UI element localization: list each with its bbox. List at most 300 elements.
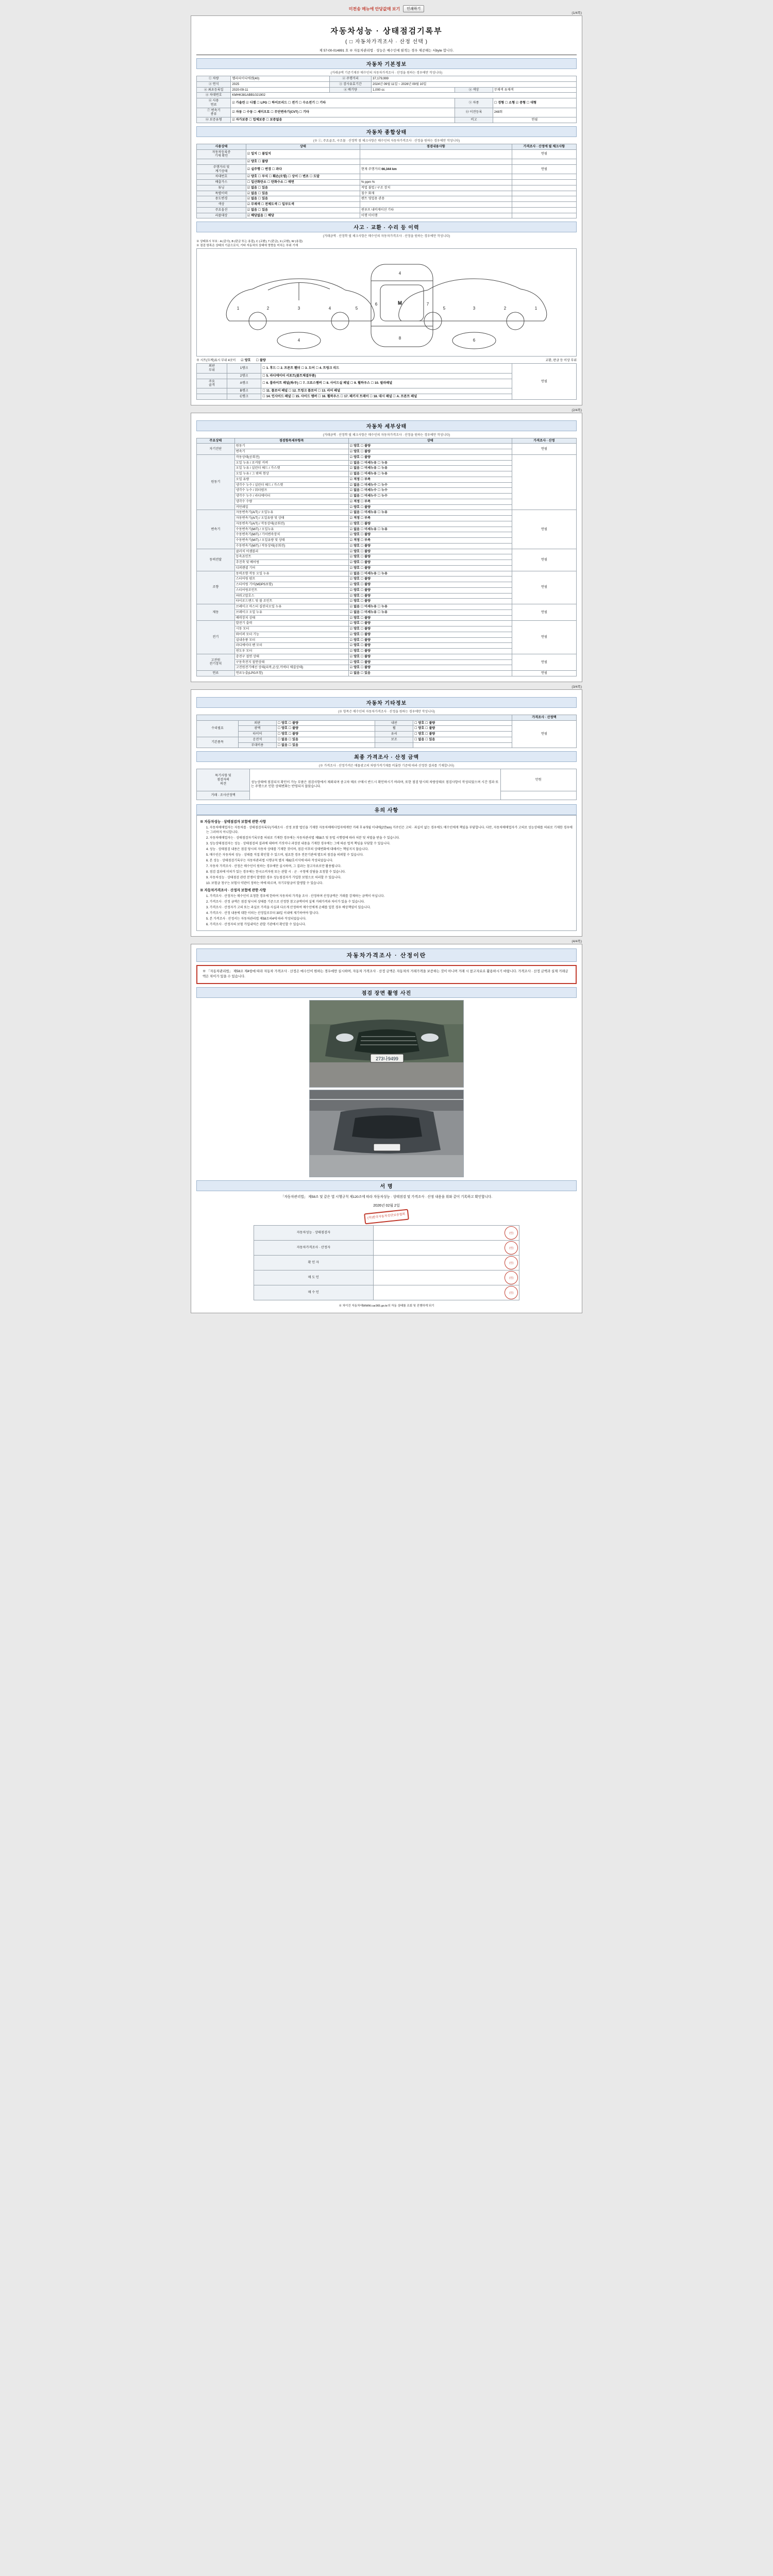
svg-text:273나9499: 273나9499 <box>376 1056 398 1061</box>
detail-6-5-opt-1[interactable]: ☐ 불량 <box>360 649 371 653</box>
frame-4-item-2[interactable]: ☐ 16. 휠하우스 <box>318 394 340 398</box>
detail-state-4-1 <box>348 577 512 582</box>
detail-5-1-opt-0[interactable]: ☑ 없음 <box>349 610 360 614</box>
price-body-text: 성능상태에 점검되지 확인이 가능 부품은 점검사항에서 제외되며 중고차 매로 구매시 반드시 확인하시기 바라며, 또한 점검 당시의 차량상태로 점검사항이 작성되었으며 시간 경과 또는 주행으로 인한 상태변화는 반영되지 않았습니다. <box>250 769 500 800</box>
detail-item-1-7: 냉각수 누수 / 라디에이터 <box>234 494 348 499</box>
detail-item-1-4: 오일 유량 <box>234 477 348 482</box>
detail-6-4-opt-0[interactable]: ☑ 양호 <box>349 643 360 648</box>
detail-1-0-opt-0[interactable]: ☑ 양호 <box>349 455 360 459</box>
detail-state-4-3 <box>348 587 512 593</box>
overall-2-opt-2[interactable]: ☐ 과다 <box>272 167 282 171</box>
frame-1-item-0[interactable]: ☐ 5. 라디에이터 서포트(볼트체결부품) <box>262 374 316 378</box>
overall-9-opt-0[interactable]: ☑ 없음 <box>247 208 258 212</box>
detail-7-2-opt-0[interactable]: ☑ 양호 <box>349 666 360 670</box>
warranty-option-0[interactable]: ☑ 자가보증 <box>232 118 248 122</box>
detail-4-3-opt-1[interactable]: ☐ 불량 <box>360 588 371 592</box>
overall-0-opt-0[interactable]: ☑ 일치 <box>247 152 258 156</box>
overall-3-opt-2[interactable]: ☐ 훼손(오염) <box>268 175 288 179</box>
detail-5-2-opt-1[interactable]: ☐ 불량 <box>360 616 371 620</box>
list-item: 7. 자동차 가격조사 · 산정은 매수인이 원하는 경우에만 실시하며, 그 결과는 참고자료로만 활용됩니다. <box>206 865 342 869</box>
table-row <box>197 207 577 213</box>
detail-5-0-opt-2[interactable]: ☐ 누유 <box>377 605 388 608</box>
overall-3-opt-0[interactable]: ☑ 양호 <box>247 175 258 179</box>
table-row <box>197 98 577 108</box>
frame-2-item-0[interactable]: ☐ 6. 톱라이트 패널(좌/우) <box>262 381 298 385</box>
detail-4-1-opt-0[interactable]: ☑ 양호 <box>349 577 360 581</box>
detail-5-1-opt-1[interactable]: ☐ 미세누유 <box>360 610 377 614</box>
detail-6-5-opt-0[interactable]: ☑ 양호 <box>349 649 360 653</box>
etc-2-a-1[interactable]: ☐ 불량 <box>288 732 298 736</box>
detail-1-3-opt-1[interactable]: ☐ 미세누유 <box>360 472 377 476</box>
detail-6-2-opt-0[interactable]: ☑ 양호 <box>349 632 360 636</box>
page-4 <box>191 940 582 1313</box>
section-detail: 자동차 세부상태 <box>196 420 577 431</box>
value-mission <box>231 108 455 117</box>
detail-7-2-opt-1[interactable]: ☐ 불량 <box>360 666 371 670</box>
etc-0-b-1[interactable]: ☐ 불량 <box>425 721 435 725</box>
overall-1-opt-0[interactable]: ☑ 양호 <box>247 160 258 163</box>
overall-2-opt-1[interactable]: ☐ 변경 <box>261 167 271 171</box>
detail-0-0-opt-1[interactable]: ☐ 불량 <box>360 444 371 448</box>
etc-item-4: 부대비용 <box>239 742 277 748</box>
detail-item-4-2: 스티어링 기어(MDPS포함) <box>234 582 348 588</box>
overall-row-state-9 <box>246 207 360 213</box>
overall-2-opt-0[interactable]: ☑ 실주행 <box>247 167 261 171</box>
overall-row-detail-10: 이행 미이행 <box>360 213 512 218</box>
overall-5-opt-1[interactable]: ☐ 있음 <box>258 185 268 190</box>
detail-7-0-opt-1[interactable]: ☐ 불량 <box>360 654 371 658</box>
overall-8-opt-2[interactable]: ☐ 일부도색 <box>278 202 294 206</box>
detail-6-0-opt-0[interactable]: ☑ 양호 <box>349 621 360 625</box>
etc-opts2-3 <box>413 737 512 742</box>
detail-6-4-opt-1[interactable]: ☐ 불량 <box>360 643 371 648</box>
etc-opts2-0 <box>413 720 512 726</box>
detail-note-1 <box>512 454 576 510</box>
table-row <box>197 654 577 659</box>
etc-item-3: 운전석 <box>239 737 277 742</box>
overall-7-opt-1[interactable]: ☐ 있음 <box>258 197 268 201</box>
detail-0-0-opt-0[interactable]: ☑ 양호 <box>349 444 360 448</box>
detail-1-1-opt-0[interactable]: ☑ 없음 <box>349 461 360 465</box>
label-car: ① 차량 <box>197 76 231 82</box>
section-overall-note: (※ ①, 주요골조, 구조물 · 산정학 점 체크사항은 매수인의 자동차가격조사 · 산정을 원하는 경우에만 작성니다) <box>313 139 460 143</box>
detail-4-2-opt-1[interactable]: ☐ 불량 <box>360 583 371 586</box>
color-option-0[interactable]: 무채색 <box>494 88 503 92</box>
frame-2-item-3[interactable]: ☐ 9. 휠하우스 <box>350 381 370 385</box>
detail-2-3-opt-0[interactable]: ☑ 없음 <box>349 527 360 531</box>
detail-2-6-opt-1[interactable]: ☐ 불량 <box>360 544 371 548</box>
detail-0-1-opt-1[interactable]: ☐ 불량 <box>360 450 371 453</box>
etc-1-b-1[interactable]: ☐ 불량 <box>425 726 435 731</box>
overall-table <box>196 144 577 219</box>
detail-4-0-opt-0[interactable]: ☑ 없음 <box>349 571 360 575</box>
overall-7-opt-0[interactable]: ☑ 없음 <box>247 197 258 201</box>
overall-10-opt-0[interactable]: ☑ 해당없음 <box>247 213 263 217</box>
detail-1-8-opt-0[interactable]: ☑ 적정 <box>349 499 360 503</box>
frame-cat-3 <box>197 388 227 394</box>
color-option-1[interactable]: 유채색 <box>504 88 514 92</box>
table-row <box>197 454 577 460</box>
detail-2-3-opt-1[interactable]: ☐ 미세누유 <box>360 527 377 531</box>
detail-2-0-opt-1[interactable]: ☐ 미세누유 <box>360 511 377 515</box>
detail-4-4-opt-0[interactable]: ☑ 양호 <box>349 594 360 598</box>
etc-2-b-0[interactable]: ☐ 양호 <box>414 732 425 736</box>
overall-4-opt-0[interactable]: ☐ 일산화탄소 <box>247 180 266 184</box>
detail-3-2-opt-1[interactable]: ☐ 불량 <box>360 561 371 564</box>
overall-3-opt-3[interactable]: ☐ 상이 <box>288 175 298 179</box>
detail-3-3-opt-0[interactable]: ☑ 양호 <box>349 566 360 570</box>
etc-3-b-1[interactable]: ☐ 있음 <box>425 737 435 741</box>
overall-4-opt-1[interactable]: ☐ 탄화수소 <box>267 180 283 184</box>
frame-4-item-5[interactable]: ☐ A. 프론트 패널 <box>393 394 417 398</box>
frame-0-item-3[interactable]: ☐ 4. 트렁크 리드 <box>315 366 340 370</box>
value-fuel <box>231 98 455 108</box>
price-table <box>196 769 577 800</box>
detail-1-2-opt-2[interactable]: ☐ 누유 <box>377 466 388 470</box>
detail-3-0-opt-0[interactable]: ☑ 양호 <box>349 549 360 553</box>
list-item: 9. 자동차성능 · 상태점검 관련 분쟁이 발생한 경우 성능점검자가 가입한 보험으로 처리할 수 있습니다. <box>206 876 342 880</box>
detail-7-1-opt-0[interactable]: ☑ 양호 <box>349 660 360 664</box>
frame-3-item-2[interactable]: ☐ 13. 리어 패널 <box>317 389 341 393</box>
section-accident-note: (거래금액 · 산정학 필 체크사항은 매수인의 자동차가격조사 · 산정을 원하는 경우에만 작성니다) <box>323 235 450 239</box>
detail-state-1-8 <box>348 499 512 504</box>
list-item: 6. 본 성능 · 상태점검기록부는 자동차관리법 시행규칙 별지 제82호서식에 따라 작성되었습니다. <box>206 859 333 863</box>
svg-text:7: 7 <box>426 302 429 307</box>
etc-4-a-0[interactable]: ☐ 없음 <box>277 743 288 747</box>
detail-1-7-opt-0[interactable]: ☑ 없음 <box>349 494 360 498</box>
detail-8-0-opt-0[interactable]: ☑ 없음 <box>349 671 360 675</box>
etc-3-b-0[interactable]: ☐ 없음 <box>414 737 425 741</box>
detail-note-8: 연필 <box>512 671 576 676</box>
detail-6-0-opt-1[interactable]: ☐ 불량 <box>360 621 371 625</box>
overall-6-opt-1[interactable]: ☐ 있음 <box>258 191 268 195</box>
detail-state-3-2 <box>348 560 512 566</box>
frame-3-item-0[interactable]: ☐ 11. 플로어 패널 <box>262 389 288 393</box>
car-diagram <box>196 248 577 357</box>
etc-4-a-1[interactable]: ☐ 있음 <box>288 743 298 747</box>
detail-item-6-5: 윈도우 모터 <box>234 649 348 654</box>
frame-0-item-1[interactable]: ☐ 2. 프론트 휀더 <box>277 366 300 370</box>
overall-8-opt-0[interactable]: ☑ 무채색 <box>247 202 261 206</box>
overall-0-opt-1[interactable]: ☐ 불일치 <box>258 152 271 156</box>
overall-row-name-10: 리콜대상 <box>197 213 246 218</box>
detail-item-6-4: 라디에이터 팬 모터 <box>234 643 348 649</box>
overall-row-note-1 <box>512 159 576 165</box>
detail-4-2-opt-0[interactable]: ☑ 양호 <box>349 583 360 586</box>
detail-2-5-opt-0[interactable]: ☑ 적정 <box>349 538 360 542</box>
fuel-option-5[interactable]: ☐ 수소전기 <box>298 100 315 105</box>
detail-3-0-opt-1[interactable]: ☐ 불량 <box>360 549 371 553</box>
detail-state-5-2 <box>348 615 512 621</box>
fuel-option-6[interactable]: ☐ 기타 <box>315 100 326 105</box>
detail-state-3-0 <box>348 549 512 554</box>
frame-table <box>196 363 577 399</box>
detail-1-3-opt-0[interactable]: ☑ 없음 <box>349 472 360 476</box>
detail-2-6-opt-0[interactable]: ☑ 양호 <box>349 544 360 548</box>
value-inspection: 2024년 09월 11일 ~ 2026년 09월 10일 <box>372 81 577 87</box>
detail-item-5-0: 브레이크 마스터 실린더오일 누유 <box>234 604 348 610</box>
etc-opts2-1 <box>413 726 512 732</box>
table-row <box>197 191 577 196</box>
overall-row-note-10 <box>512 213 576 218</box>
etc-3-a-0[interactable]: ☐ 없음 <box>277 737 288 741</box>
warranty-option-1[interactable]: ☐ 업체보증 <box>249 118 265 122</box>
detail-2-4-opt-0[interactable]: ☑ 양호 <box>349 533 360 537</box>
detail-1-1-opt-1[interactable]: ☐ 미세누유 <box>360 461 377 465</box>
detail-4-1-opt-1[interactable]: ☐ 불량 <box>360 577 371 581</box>
detail-1-3-opt-2[interactable]: ☐ 누유 <box>377 472 388 476</box>
detail-8-0-opt-1[interactable]: ☐ 있음 <box>360 671 371 675</box>
detail-item-0-0: 원동기 <box>234 444 348 449</box>
xray-legend <box>196 357 577 363</box>
detail-state-6-5 <box>348 649 512 654</box>
overall-4-opt-2[interactable]: ☐ 매연 <box>284 180 294 184</box>
detail-state-1-3 <box>348 471 512 477</box>
detail-0-1-opt-0[interactable]: ☑ 양호 <box>349 450 360 453</box>
detail-7-0-opt-0[interactable]: ☑ 양호 <box>349 654 360 658</box>
detail-1-6-opt-2[interactable]: ☐ 누수 <box>377 488 388 493</box>
section-signature: 서 명 <box>196 1180 577 1191</box>
etc-item2-2: 유리 <box>375 732 413 737</box>
detail-4-5-opt-0[interactable]: ☑ 양호 <box>349 599 360 603</box>
print-button[interactable]: 인쇄하기 <box>403 5 424 12</box>
table-row <box>254 1226 519 1241</box>
etc-1-a-0[interactable]: ☐ 양호 <box>277 726 288 731</box>
detail-6-3-opt-0[interactable]: ☑ 양호 <box>349 638 360 642</box>
detail-1-5-opt-2[interactable]: ☐ 누수 <box>377 483 388 487</box>
overall-3-opt-1[interactable]: ☐ 부식 <box>258 175 268 179</box>
detail-6-2-opt-1[interactable]: ☐ 불량 <box>360 632 371 636</box>
detail-3-2-opt-0[interactable]: ☑ 양호 <box>349 561 360 564</box>
detail-item-4-1: 스티어링 펌프 <box>234 577 348 582</box>
etc-1-a-1[interactable]: ☐ 불량 <box>288 726 298 731</box>
etc-0-a-0[interactable]: ☐ 양호 <box>277 721 288 725</box>
etc-item2-4 <box>375 742 413 748</box>
frame-4-item-0[interactable]: ☐ 14. 인사이드 패널 <box>262 394 291 398</box>
detail-3-1-opt-1[interactable]: ☐ 불량 <box>360 555 371 559</box>
type-option-0[interactable]: ☐ 경형 <box>494 100 505 105</box>
svg-text:1: 1 <box>534 306 537 311</box>
page4-title: 자동차가격조사 · 산정이란 <box>196 948 577 962</box>
frame-note: 연필 <box>512 364 576 399</box>
value-year: 2025 <box>231 81 330 87</box>
mission-option-3[interactable]: ☐ 무단변속기(CVT) <box>271 110 298 114</box>
overall-1-opt-1[interactable]: ☐ 불량 <box>258 160 268 163</box>
sign-value-0 <box>373 1226 519 1241</box>
table-row <box>254 1241 519 1256</box>
detail-2-4-opt-1[interactable]: ☐ 불량 <box>360 533 371 537</box>
type-option-1[interactable]: ☐ 소형 <box>505 100 515 105</box>
table-row <box>197 621 577 626</box>
detail-6-1-opt-1[interactable]: ☐ 불량 <box>360 627 371 631</box>
table-row <box>197 180 577 185</box>
detail-1-1-opt-2[interactable]: ☐ 누유 <box>377 461 388 465</box>
frame-4-item-4[interactable]: ☐ 18. 대시 패널 <box>369 394 392 398</box>
xray-option-1[interactable]: ☐ 불량 <box>256 359 266 363</box>
label-transfer: ⑬ 이전등록 <box>455 108 493 117</box>
page-2 <box>191 408 582 682</box>
overall-6-opt-0[interactable]: ☑ 없음 <box>247 191 258 195</box>
frame-cat-2: 주요 골격 <box>197 379 227 388</box>
detail-3-1-opt-0[interactable]: ☑ 양호 <box>349 555 360 559</box>
etc-2-b-1[interactable]: ☐ 불량 <box>425 732 435 736</box>
detail-state-1-6 <box>348 488 512 494</box>
detail-cat-8: 연료 <box>197 671 235 676</box>
label-reg-date: ④ 최초등록일 <box>197 87 231 93</box>
detail-2-0-opt-2[interactable]: ☐ 누유 <box>377 511 388 515</box>
detail-7-1-opt-1[interactable]: ☐ 불량 <box>360 660 371 664</box>
mission-option-0[interactable]: ☑ 자동 <box>232 110 242 114</box>
detail-state-4-5 <box>348 599 512 604</box>
list-item: 5. 매수인은 자동차의 성능 · 상태를 직접 확인할 수 있으며, 필요한 경우 전문기관에 별도의 점검을 의뢰할 수 있습니다. <box>206 854 364 857</box>
overall-row-name-2: 주행거리 및 계기상태 <box>197 164 246 174</box>
label-fuel: ⑥ 사용 연료 <box>197 98 231 108</box>
frame-2-item-4[interactable]: ☐ 10. 필라패널 <box>371 381 393 385</box>
fuel-option-3[interactable]: ☐ 하이브리드 <box>268 100 288 105</box>
overall-row-state-0 <box>246 149 360 159</box>
detail-3-3-opt-1[interactable]: ☐ 불량 <box>360 566 371 570</box>
etc-3-a-1[interactable]: ☐ 있음 <box>288 737 298 741</box>
detail-state-6-3 <box>348 637 512 643</box>
detail-1-7-opt-2[interactable]: ☐ 누수 <box>377 494 388 498</box>
etc-1-b-0[interactable]: ☐ 양호 <box>414 726 425 731</box>
fuel-option-4[interactable]: ☐ 전기 <box>288 100 298 105</box>
detail-1-0-opt-1[interactable]: ☐ 불량 <box>360 455 371 459</box>
overall-row-state-2 <box>246 164 360 174</box>
detail-1-4-opt-1[interactable]: ☐ 부족 <box>360 477 371 481</box>
overall-row-detail-0 <box>360 149 512 159</box>
frame-4-item-1[interactable]: ☐ 15. 사이드 멤버 <box>292 394 317 398</box>
overall-9-opt-1[interactable]: ☐ 있음 <box>258 208 268 212</box>
etc-opts2-2 <box>413 732 512 737</box>
detail-4-0-opt-2[interactable]: ☐ 누유 <box>377 571 388 575</box>
detail-2-2-opt-1[interactable]: ☐ 불량 <box>360 521 371 526</box>
overall-row-state-4 <box>246 180 360 185</box>
fuel-option-1[interactable]: ☑ 디젤 <box>246 100 256 105</box>
detail-6-3-opt-1[interactable]: ☐ 불량 <box>360 638 371 642</box>
photo-rear <box>309 1090 464 1177</box>
list-item: 3. 성능상태점검자는 성능 · 상태점검의 결과에 대하여 거짓이나 과장된 내용을 기재한 경우에는 그에 따른 법적 책임을 부담할 수 있습니다. <box>206 842 391 846</box>
detail-2-2-opt-0[interactable]: ☑ 양호 <box>349 521 360 526</box>
detail-2-3-opt-2[interactable]: ☐ 누유 <box>377 527 388 531</box>
detail-item-2-5: 수동변속기(M/T) / 오일유량 및 상태 <box>234 538 348 544</box>
overall-5-opt-0[interactable]: ☑ 없음 <box>247 185 258 190</box>
frame-0-item-2[interactable]: ☐ 3. 도어 <box>301 366 315 370</box>
detail-1-6-opt-0[interactable]: ☑ 없음 <box>349 488 360 493</box>
detail-1-5-opt-1[interactable]: ☐ 미세누수 <box>360 483 377 487</box>
sign-value-3 <box>373 1270 519 1285</box>
section-photo: 점검 장면 촬영 사진 <box>196 987 577 998</box>
detail-4-0-opt-1[interactable]: ☐ 미세누유 <box>360 571 377 575</box>
detail-6-1-opt-0[interactable]: ☑ 양호 <box>349 627 360 631</box>
frame-2-item-1[interactable]: ☐ 7. 크로스멤버 <box>299 381 322 385</box>
fuel-option-0[interactable]: ☑ 가솔린 <box>232 100 245 105</box>
detail-5-1-opt-2[interactable]: ☐ 누유 <box>377 610 388 614</box>
detail-state-6-2 <box>348 632 512 637</box>
overall-3-opt-4[interactable]: ☐ 변조 <box>298 175 309 179</box>
detail-2-5-opt-1[interactable]: ☐ 부족 <box>360 538 371 542</box>
detail-2-1-opt-1[interactable]: ☐ 부족 <box>360 516 371 520</box>
detail-4-5-opt-1[interactable]: ☐ 불량 <box>360 599 371 603</box>
detail-1-6-opt-1[interactable]: ☐ 미세누수 <box>360 488 377 493</box>
svg-text:3: 3 <box>473 306 476 311</box>
overall-10-opt-1[interactable]: ☐ 해당 <box>264 213 274 217</box>
overall-row-detail-2: 현재 주행거리 66,344 km <box>360 164 512 174</box>
sign-label-2: 확 인 자 <box>254 1256 373 1270</box>
detail-1-4-opt-0[interactable]: ☑ 적정 <box>349 477 360 481</box>
detail-5-2-opt-0[interactable]: ☑ 양호 <box>349 616 360 620</box>
etc-0-a-1[interactable]: ☐ 불량 <box>288 721 298 725</box>
detail-1-5-opt-0[interactable]: ☑ 없음 <box>349 483 360 487</box>
frame-4-item-3[interactable]: ☐ 17. 패키지 트레이 <box>340 394 369 398</box>
section-etc-note: (※ 항목은 매수인의 자동차가격조사 · 산정을 원하는 경우에만 작성니다) <box>338 710 435 714</box>
table-row <box>254 1270 519 1285</box>
detail-1-2-opt-0[interactable]: ☑ 없음 <box>349 466 360 470</box>
detail-1-9-opt-1[interactable]: ☐ 불량 <box>360 505 371 509</box>
warranty-option-2[interactable]: ☐ 보증없음 <box>266 118 282 122</box>
detail-1-2-opt-1[interactable]: ☐ 미세누유 <box>360 466 377 470</box>
sign-value-4 <box>373 1285 519 1300</box>
detail-4-3-opt-0[interactable]: ☑ 양호 <box>349 588 360 592</box>
type-option-2[interactable]: ☑ 중형 <box>515 100 526 105</box>
detail-2-1-opt-0[interactable]: ☑ 적정 <box>349 516 360 520</box>
overall-3-opt-5[interactable]: ☐ 도말 <box>309 175 320 179</box>
detail-note-3: 연필 <box>512 549 576 571</box>
label-type: ⑨ 차종 <box>455 98 493 108</box>
etc-0-b-0[interactable]: ☐ 양호 <box>414 721 425 725</box>
frame-2-item-2[interactable]: ☐ 8. 사이드실 패널 <box>323 381 350 385</box>
detail-item-6-1: 시동 모터 <box>234 626 348 632</box>
doc-lawline: 제 57-00-014891 호 ※ 자동차관리법 · 성능은 매수인에 필적는 경우 제공해는 서byte 합니다. <box>196 48 577 55</box>
overall-col-1: 상태 <box>246 144 360 149</box>
table-row <box>197 117 577 123</box>
detail-5-0-opt-0[interactable]: ☑ 없음 <box>349 605 360 608</box>
mission-option-1[interactable]: ☐ 수동 <box>243 110 253 114</box>
list-item: 2. 자동차매매업자는 · 상태점검자기록부를 허위로 기재한 경우에는 자동차관리법 제58조 및 동법 시행령에 따라 처분 및 처벌을 받을 수 있습니다. <box>206 837 400 840</box>
overall-col-0: 사용상태 <box>197 144 246 149</box>
overall-8-opt-1[interactable]: ☐ 전체도색 <box>261 202 277 206</box>
value-car: 헬리피이디에젠(40) <box>231 76 330 82</box>
xray-option-0[interactable]: ☑ 양호 <box>241 359 251 363</box>
detail-2-0-opt-0[interactable]: ☑ 없음 <box>349 511 360 515</box>
frame-3-item-1[interactable]: ☐ 12. 트렁크 플로어 <box>288 389 317 393</box>
etc-opts-2 <box>276 732 375 737</box>
overall-row-detail-8 <box>360 202 512 208</box>
detail-state-1-1 <box>348 460 512 466</box>
mission-option-4[interactable]: ☐ 기타 <box>299 110 309 114</box>
detail-item-1-6: 냉각수 누수 / 워터펌프 <box>234 488 348 494</box>
table-header-row <box>197 715 577 720</box>
page-title: 자동차성능 · 상태점검기록부 <box>330 27 443 36</box>
detail-state-2-1 <box>348 516 512 521</box>
frame-0-item-0[interactable]: ☐ 1. 후드 <box>262 366 276 370</box>
type-option-3[interactable]: ☐ 대형 <box>526 100 537 105</box>
detail-1-8-opt-1[interactable]: ☐ 부족 <box>360 499 371 503</box>
detail-1-7-opt-1[interactable]: ☐ 미세누수 <box>360 494 377 498</box>
overall-row-name-4: 배출가스 <box>197 180 246 185</box>
etc-2-a-0[interactable]: ☐ 양호 <box>277 732 288 736</box>
detail-1-9-opt-0[interactable]: ☑ 양호 <box>349 505 360 509</box>
mission-option-2[interactable]: ☐ 세미오토 <box>254 110 270 114</box>
detail-5-0-opt-1[interactable]: ☐ 미세누유 <box>360 605 377 608</box>
detail-item-7-0: 충전구 절연 상태 <box>234 654 348 659</box>
overall-row-note-9 <box>512 207 576 213</box>
fuel-option-2[interactable]: ☐ LPG <box>257 100 267 105</box>
overall-row-detail-6: 침수 화재 <box>360 191 512 196</box>
etc-cat-3: 기본품목 <box>197 737 239 748</box>
detail-4-4-opt-1[interactable]: ☐ 불량 <box>360 594 371 598</box>
detail-item-3-2: 추진축 및 베어링 <box>234 560 348 566</box>
